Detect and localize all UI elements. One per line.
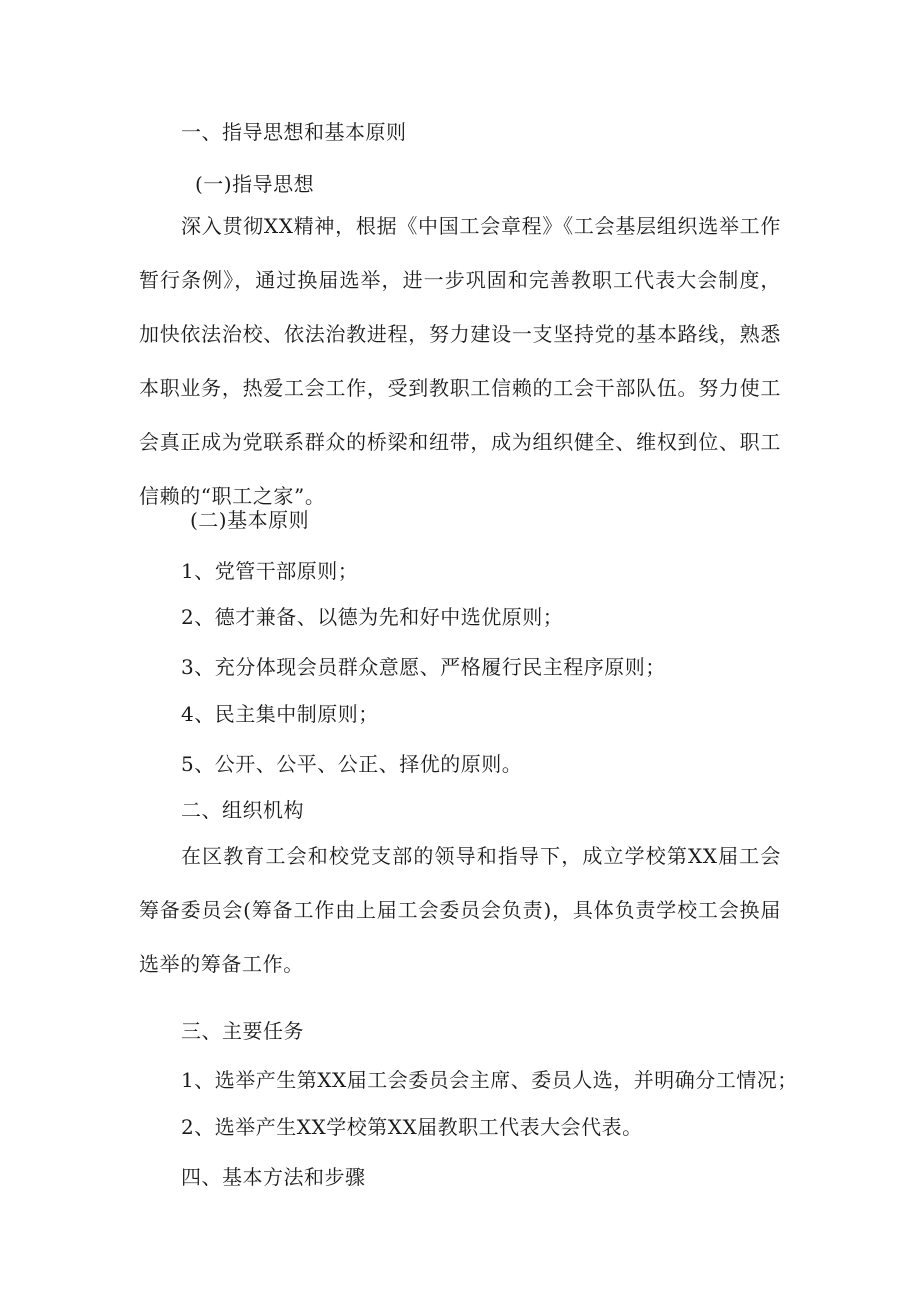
section-heading-4: 四、基本方法和步骤 (181, 1165, 366, 1189)
list-item-task: 1、选举产生第XX届工会委员会主席、委员人选，并明确分工情况； (181, 1068, 798, 1092)
list-item-principle: 5、公开、公平、公正、择优的原则。 (181, 752, 523, 776)
subsection-heading-basic-principles: (二)基本原则 (190, 508, 310, 532)
list-item-principle: 4、民主集中制原则； (181, 702, 379, 726)
list-item-principle: 2、德才兼备、以德为先和好中选优原则； (181, 605, 564, 629)
list-item-principle: 3、充分体现会员群众意愿、严格履行民主程序原则； (181, 655, 666, 679)
paragraph-organization: 在区教育工会和校党支部的领导和指导下，成立学校第XX届工会筹备委员会(筹备工作由上届工会委员会负责)，具体负责学校工会换届选举的筹备工作。 (139, 844, 781, 976)
list-item-principle: 1、党管干部原则； (181, 559, 359, 583)
section-heading-3: 三、主要任务 (181, 1019, 304, 1043)
section-heading-2: 二、组织机构 (181, 798, 304, 822)
section-heading-1: 一、指导思想和基本原则 (181, 120, 407, 144)
paragraph-guiding-thought: 深入贯彻XX精神，根据《中国工会章程》《工会基层组织选举工作暂行条例》，通过换届选举，进一步巩固和完善教职工代表大会制度，加快依法治校、依法治教进程，努力建设一支坚持党的基本路线，熟悉本职业务，热爱工会工作，受到教职工信赖的工会干部队伍。努力使工会真正成为党联系群众的桥梁和纽带，成为组织健全、维权到位、职工信赖的“职工之家”。 (139, 214, 781, 508)
list-item-task: 2、选举产生XX学校第XX届教职工代表大会代表。 (181, 1115, 643, 1139)
subsection-heading-guiding-thought: (一)指导思想 (195, 172, 315, 196)
